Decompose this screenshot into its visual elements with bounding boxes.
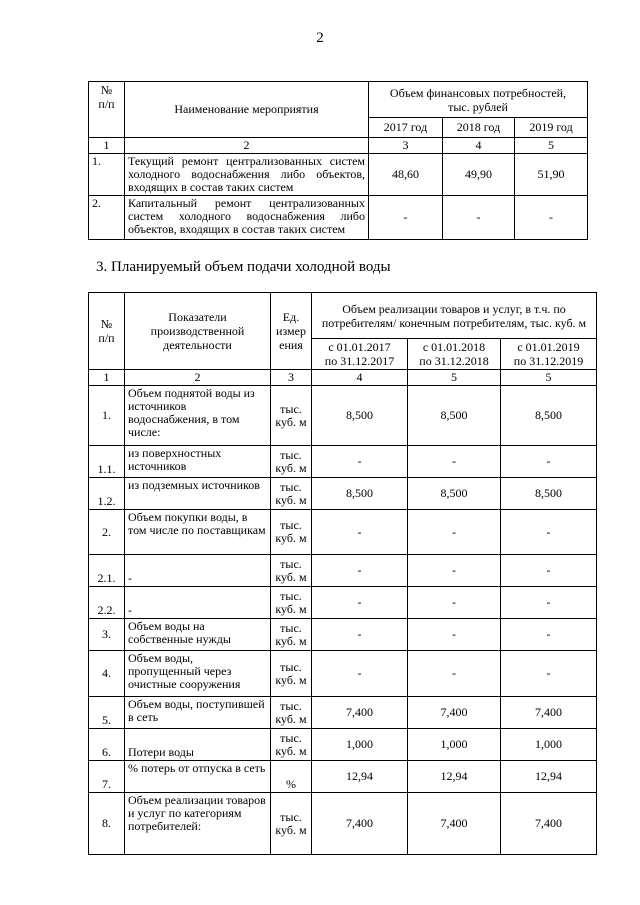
header-indicator: Показатели производственной деятельности	[125, 293, 271, 370]
header-year: 2017 год	[369, 118, 443, 138]
table-row	[89, 196, 588, 240]
row-value: 49,90	[443, 154, 515, 196]
row-value: -	[408, 619, 501, 651]
row-unit: тыс. куб. м	[271, 587, 312, 619]
row-activity-name: Текущий ремонт централизованных систем холодного водоснабжения либо объектов, входящих в состав таких систем	[125, 154, 369, 196]
row-value: 7,400	[312, 793, 408, 855]
row-num: 2.	[89, 510, 125, 555]
table-row	[89, 478, 597, 510]
row-unit: тыс. куб. м	[271, 386, 312, 446]
row-indicator: Потери воды	[125, 729, 271, 761]
row-indicator: из поверхностных источников	[125, 446, 271, 478]
row-indicator: -	[125, 587, 271, 619]
header-sales-volume: Объем реализации товаров и услуг, в т.ч. по потребителям/ конечным потребителям, тыс. куб. м	[312, 293, 597, 339]
header-unit: Ед. измер ения	[271, 293, 312, 370]
water-supply-table	[88, 292, 597, 855]
row-value: 8,500	[408, 478, 501, 510]
row-value: 12,94	[312, 761, 408, 793]
column-number: 5	[408, 370, 501, 386]
row-value: -	[312, 510, 408, 555]
row-value: 1,000	[501, 729, 597, 761]
row-num: 1.	[89, 386, 125, 446]
row-value: -	[408, 510, 501, 555]
table-row	[89, 446, 597, 478]
row-value: 48,60	[369, 154, 443, 196]
row-value: 7,400	[501, 697, 597, 729]
header-year: 2018 год	[443, 118, 515, 138]
header-year: 2019 год	[515, 118, 588, 138]
row-unit: тыс. куб. м	[271, 729, 312, 761]
row-unit: тыс. куб. м	[271, 555, 312, 587]
row-value: 8,500	[408, 386, 501, 446]
header-num: № п/п	[89, 293, 125, 370]
row-unit: тыс. куб. м	[271, 793, 312, 855]
row-num: 1.1.	[89, 446, 125, 478]
table-row	[89, 729, 597, 761]
column-number: 4	[443, 138, 515, 154]
column-number: 1	[89, 138, 125, 154]
row-indicator: Объем реализации товаров и услуг по категориям потребителей:	[125, 793, 271, 855]
row-value: 12,94	[501, 761, 597, 793]
row-num: 5.	[89, 697, 125, 729]
row-value: -	[501, 619, 597, 651]
header-period: с 01.01.2018 по 31.12.2018	[408, 339, 501, 370]
row-indicator: -	[125, 555, 271, 587]
financial-needs-table	[88, 81, 588, 240]
column-number: 3	[271, 370, 312, 386]
row-num: 6.	[89, 729, 125, 761]
row-value: -	[501, 587, 597, 619]
row-activity-name: Капитальный ремонт централизованных систем холодного водоснабжения либо объектов, входящих в состав таких систем	[125, 196, 369, 240]
table-row	[89, 793, 597, 855]
header-financial-needs: Объем финансовых потребностей, тыс. рублей	[369, 82, 588, 118]
page-number: 2	[316, 30, 324, 46]
row-value: -	[312, 619, 408, 651]
row-value: -	[408, 587, 501, 619]
row-value: -	[501, 510, 597, 555]
row-num: 2.1.	[89, 555, 125, 587]
row-indicator: % потерь от отпуска в сеть	[125, 761, 271, 793]
table-row	[89, 555, 597, 587]
row-value: -	[501, 651, 597, 697]
row-indicator: Объем воды на собственные нужды	[125, 619, 271, 651]
column-number: 2	[125, 138, 369, 154]
row-value: -	[408, 651, 501, 697]
row-value: -	[312, 446, 408, 478]
row-unit: тыс. куб. м	[271, 478, 312, 510]
row-num: 2.	[89, 196, 125, 240]
row-value: -	[501, 446, 597, 478]
row-indicator: Объем покупки воды, в том числе по поставщикам	[125, 510, 271, 555]
row-num: 3.	[89, 619, 125, 651]
row-value: -	[443, 196, 515, 240]
table-row	[89, 651, 597, 697]
row-value: -	[408, 446, 501, 478]
row-value: 7,400	[408, 697, 501, 729]
column-number: 1	[89, 370, 125, 386]
row-value: -	[369, 196, 443, 240]
column-number: 2	[125, 370, 271, 386]
row-unit: тыс. куб. м	[271, 446, 312, 478]
row-value: 7,400	[408, 793, 501, 855]
row-value: -	[501, 555, 597, 587]
row-value: -	[408, 555, 501, 587]
table-row	[89, 154, 588, 196]
section-heading: 3. Планируемый объем подачи холодной воды	[96, 259, 391, 275]
row-num: 8.	[89, 793, 125, 855]
column-number: 5	[515, 138, 588, 154]
table-row	[89, 510, 597, 555]
row-indicator: Объем поднятой воды из источников водоснабжения, в том числе:	[125, 386, 271, 446]
row-unit: тыс. куб. м	[271, 510, 312, 555]
row-value: -	[312, 555, 408, 587]
row-num: 7.	[89, 761, 125, 793]
row-value: 8,500	[312, 478, 408, 510]
row-value: -	[515, 196, 588, 240]
row-value: 12,94	[408, 761, 501, 793]
row-num: 1.2.	[89, 478, 125, 510]
row-unit: %	[271, 761, 312, 793]
table-row	[89, 386, 597, 446]
table-row	[89, 761, 597, 793]
row-value: -	[312, 651, 408, 697]
row-value: 7,400	[501, 793, 597, 855]
row-value: 1,000	[312, 729, 408, 761]
row-value: 8,500	[501, 386, 597, 446]
row-num: 2.2.	[89, 587, 125, 619]
header-period: с 01.01.2017 по 31.12.2017	[312, 339, 408, 370]
row-indicator: Объем воды, поступившей в сеть	[125, 697, 271, 729]
header-activity-name: Наименование мероприятия	[125, 82, 369, 138]
row-value: -	[312, 587, 408, 619]
row-indicator: Объем воды, пропущенный через очистные сооружения	[125, 651, 271, 697]
row-value: 8,500	[501, 478, 597, 510]
header-period: с 01.01.2019 по 31.12.2019	[501, 339, 597, 370]
column-number: 3	[369, 138, 443, 154]
row-value: 7,400	[312, 697, 408, 729]
row-num: 1.	[89, 154, 125, 196]
row-unit: тыс. куб. м	[271, 697, 312, 729]
column-number: 5	[501, 370, 597, 386]
row-unit: тыс. куб. м	[271, 619, 312, 651]
header-num: № п/п	[89, 82, 125, 138]
row-num: 4.	[89, 651, 125, 697]
table-row	[89, 587, 597, 619]
row-value: 8,500	[312, 386, 408, 446]
row-value: 1,000	[408, 729, 501, 761]
row-indicator: из подземных источников	[125, 478, 271, 510]
table-row	[89, 697, 597, 729]
row-value: 51,90	[515, 154, 588, 196]
column-number: 4	[312, 370, 408, 386]
row-unit: тыс. куб. м	[271, 651, 312, 697]
table-row	[89, 619, 597, 651]
